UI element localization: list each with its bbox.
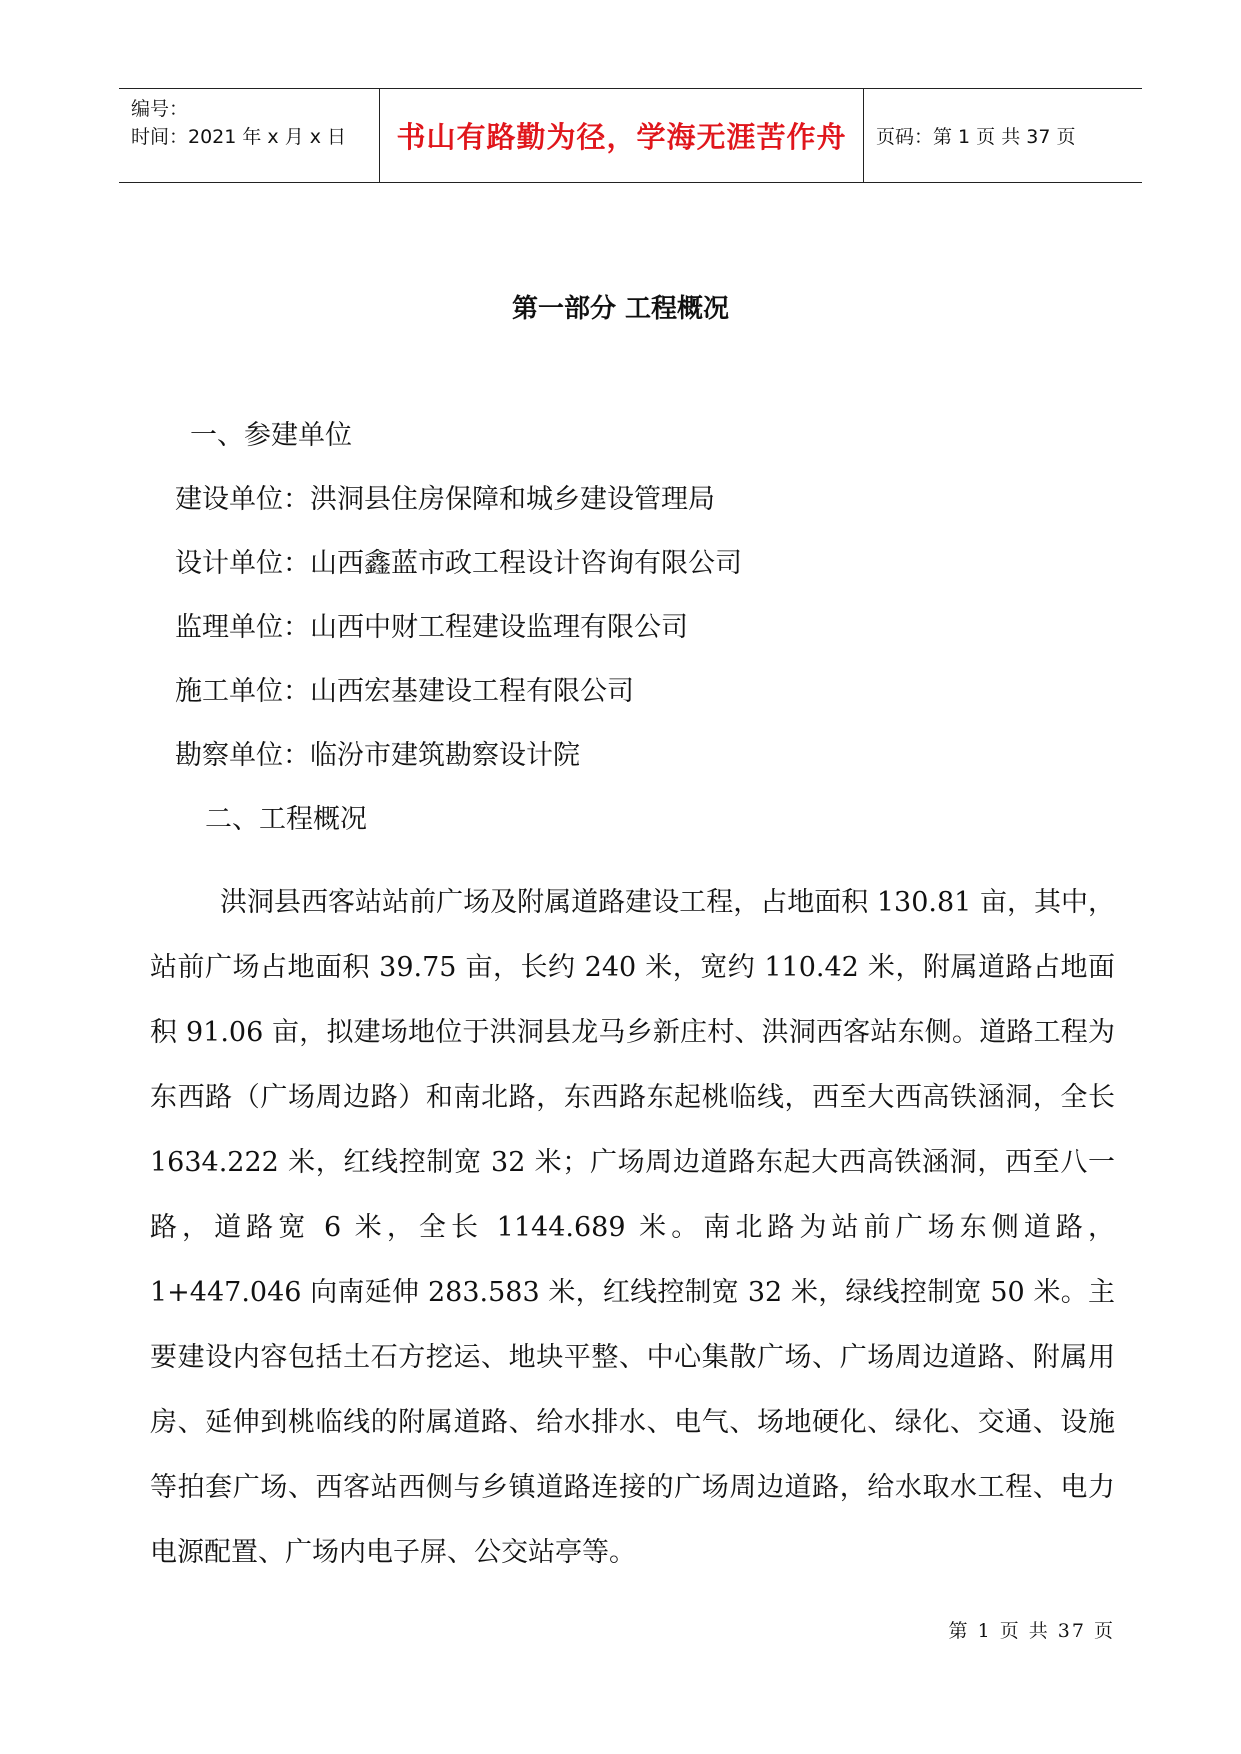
section-heading-2: 二、工程概况 [205,804,367,835]
unit-survey: 勘察单位：临汾市建筑勘察设计院 [175,740,580,771]
time-label: 时间：2021 年 x 月 x 日 [131,126,347,148]
header-motto-cell [380,89,864,182]
project-overview-paragraph: 洪洞县西客站站前广场及附属道路建设工程，占地面积 130.81 亩，其中，站前广场占地面积 39.75 亩，长约 240 米，宽约 110.42 米，附属道路占地面积 91.06 亩，拟建场地位于洪洞县龙马乡新庄村、洪洞西客站东侧。道路工程为东西路（广场周边路）和南北路，东西路东起桃临线，西至大西高铁涵洞，全长 1634.222 米，红线控制宽 32 米；广场周边道路东起大西高铁涵洞，西至八一路，道路宽 6 米，全长 1144.689 米。南北路为站前广场东侧道路，1+447.046 向南延伸 283.583 米，红线控制宽 32 米，绿线控制宽 50 米。主要建设内容包括土石方挖运、地块平整、中心集散广场、广场周边道路、附属用房、延伸到桃临线的附属道路、给水排水、电气、场地硬化、绿化、交通、设施等拍套广场、西客站西侧与乡镇道路连接的广场周边道路，给水取水工程、电力电源配置、广场内电子屏、公交站亭等。 [150,887,1115,1568]
unit-design: 设计单位：山西鑫蓝市政工程设计咨询有限公司 [175,548,742,579]
document-header [119,88,1142,183]
page-label: 页码：第 1 页 共 37 页 [876,126,1076,148]
section-heading-1: 一、参建单位 [190,420,352,451]
motto: 书山有路勤为径，学海无涯苦作舟 [396,120,847,154]
page-title: 第一部分 工程概况 [511,294,730,324]
page-footer: 第 1 页 共 37 页 [948,1620,1115,1642]
unit-supervision: 监理单位：山西中财工程建设监理有限公司 [175,612,688,643]
unit-construction: 建设单位：洪洞县住房保障和城乡建设管理局 [175,484,715,515]
unit-contractor: 施工单位：山西宏基建设工程有限公司 [175,676,634,707]
header-page-cell [864,89,1142,182]
number-label: 编号： [131,98,189,120]
header-meta [119,89,380,182]
